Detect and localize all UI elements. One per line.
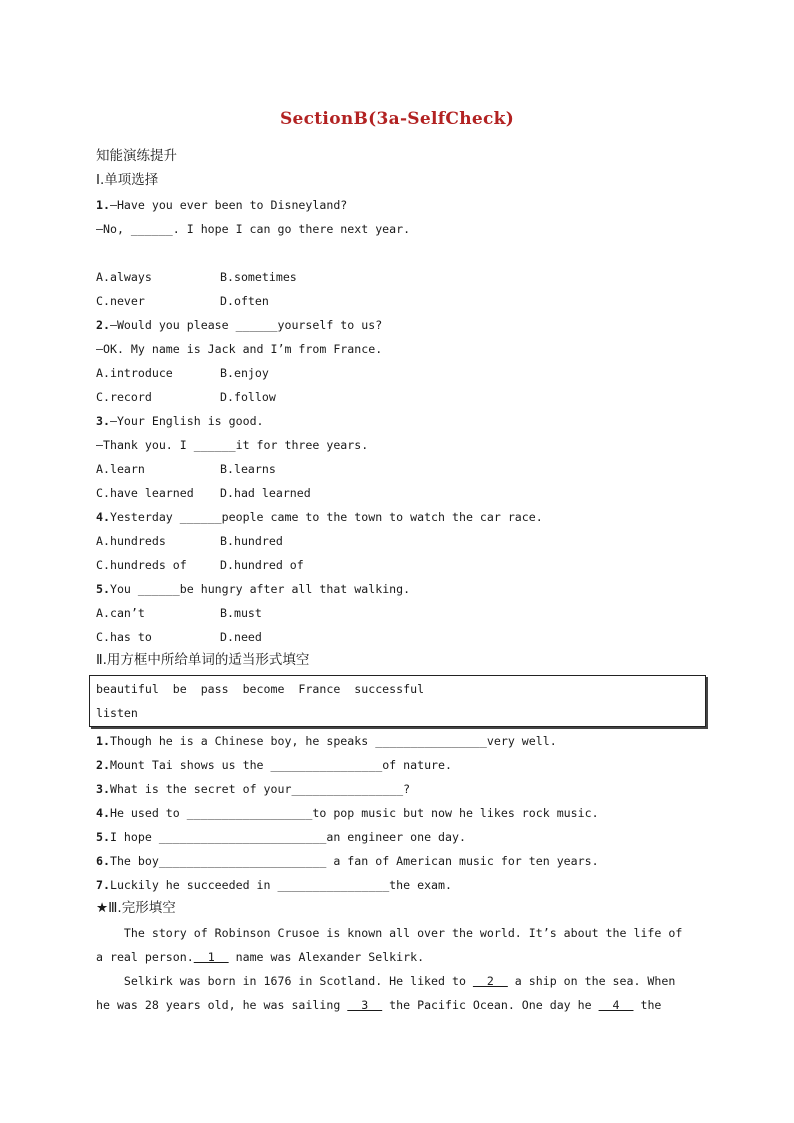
q4-options-row1 — [96, 533, 283, 549]
passage-line3 — [96, 973, 696, 989]
passage-text: a ship on the sea. When — [507, 974, 676, 988]
q2-option-a[interactable]: A.introduce — [96, 366, 173, 380]
passage-text: name was Alexander Selkirk. — [228, 950, 425, 964]
passage-text: the — [633, 998, 662, 1012]
part2-heading: Ⅱ.用方框中所给单词的适当形式填空 — [96, 652, 310, 668]
q2-option-b[interactable]: B.enjoy — [220, 366, 269, 380]
fill-item-text: Luckily he succeeded in ________________the exam. — [109, 878, 452, 892]
part3-heading: ★Ⅲ.完形填空 — [96, 900, 176, 916]
q2-line1: —Would you please ______yourself to us? — [109, 318, 383, 332]
fill-item-number: 3. — [96, 782, 110, 796]
q2-option-d[interactable]: D.follow — [220, 390, 276, 404]
q3-options-row2 — [96, 485, 311, 501]
fill-item-text: I hope ________________________an engineer one day. — [109, 830, 466, 844]
fill-item-text: The boy________________________ a fan of American music for ten years. — [109, 854, 599, 868]
fill-item-number: 5. — [96, 830, 110, 844]
q2-options-row2 — [96, 389, 276, 405]
q3-options-row1 — [96, 461, 276, 477]
q2-option-c[interactable]: C.record — [96, 390, 152, 404]
fill-item-number: 2. — [96, 758, 110, 772]
q2-number: 2. — [96, 318, 110, 332]
q4-stem — [96, 509, 543, 525]
fill-item-5 — [96, 829, 466, 845]
fill-item-1 — [96, 733, 557, 749]
q3-option-d[interactable]: D.had learned — [220, 486, 311, 500]
q1-option-d[interactable]: D.often — [220, 294, 269, 308]
fill-item-7 — [96, 877, 452, 893]
cloze-blank-3[interactable]: 3 — [347, 998, 383, 1012]
q3-option-a[interactable]: A.learn — [96, 462, 145, 476]
section-heading: 知能演练提升 — [96, 148, 177, 164]
fill-item-number: 1. — [96, 734, 110, 748]
q5-option-d[interactable]: D.need — [220, 630, 262, 644]
fill-item-number: 4. — [96, 806, 110, 820]
q3-number: 3. — [96, 414, 110, 428]
q4-option-b[interactable]: B.hundred — [220, 534, 283, 548]
q1-option-a[interactable]: A.always — [96, 270, 152, 284]
q1-option-b[interactable]: B.sometimes — [220, 270, 297, 284]
q3-option-b[interactable]: B.learns — [220, 462, 276, 476]
passage-line4 — [96, 997, 696, 1013]
fill-item-2 — [96, 757, 452, 773]
q5-stem — [96, 581, 410, 597]
fill-item-6 — [96, 853, 599, 869]
passage-text: he was 28 years old, he was sailing — [96, 998, 348, 1012]
q5-option-a[interactable]: A.can’t — [96, 606, 145, 620]
fill-item-text: What is the secret of your________________? — [109, 782, 411, 796]
q4-option-d[interactable]: D.hundred of — [220, 558, 304, 572]
q3-line2: —Thank you. I ______it for three years. — [96, 438, 369, 452]
fill-item-text: He used to __________________to pop music but now he likes rock music. — [109, 806, 599, 820]
q3-stem — [96, 413, 264, 429]
fill-item-text: Though he is a Chinese boy, he speaks ________________very well. — [109, 734, 557, 748]
q5-options-row1 — [96, 605, 262, 621]
q3-line1: —Your English is good. — [109, 414, 264, 428]
q2-stem — [96, 317, 382, 333]
q5-number: 5. — [96, 582, 110, 596]
q4-options-row2 — [96, 557, 304, 573]
q1-options-row1 — [96, 269, 297, 285]
passage-line1: The story of Robinson Crusoe is known all over the world. It’s about the life of — [96, 926, 683, 940]
fill-item-number: 7. — [96, 878, 110, 892]
q1-stem — [96, 197, 347, 213]
q2-line2: —OK. My name is Jack and I’m from France. — [96, 342, 383, 356]
q4-line1: Yesterday ______people came to the town to watch the car race. — [109, 510, 543, 524]
passage-text: a real person. — [96, 950, 194, 964]
q1-line1: —Have you ever been to Disneyland? — [109, 198, 348, 212]
page-title: SectionB(3a-SelfCheck) — [279, 109, 515, 129]
passage-text: Selkirk was born in 1676 in Scotland. He liked to — [96, 974, 473, 988]
passage-text: the Pacific Ocean. One day he — [382, 998, 599, 1012]
q3-option-c[interactable]: C.have learned — [96, 486, 194, 500]
q1-line2: —No, ______. I hope I can go there next year. — [96, 222, 411, 236]
cloze-blank-4[interactable]: 4 — [598, 998, 634, 1012]
q4-number: 4. — [96, 510, 110, 524]
fill-item-text: Mount Tai shows us the ________________of nature. — [109, 758, 452, 772]
q5-line1: You ______be hungry after all that walking. — [109, 582, 411, 596]
q5-option-b[interactable]: B.must — [220, 606, 262, 620]
fill-item-4 — [96, 805, 599, 821]
q1-option-c[interactable]: C.never — [96, 294, 145, 308]
cloze-blank-1[interactable]: 1 — [193, 950, 229, 964]
word-box-line2: listen — [96, 706, 138, 720]
q2-options-row1 — [96, 365, 269, 381]
cloze-blank-2[interactable]: 2 — [472, 974, 508, 988]
q5-option-c[interactable]: C.has to — [96, 630, 152, 644]
fill-item-number: 6. — [96, 854, 110, 868]
part1-heading: Ⅰ.单项选择 — [96, 172, 159, 188]
passage-line2 — [96, 949, 696, 965]
q4-option-a[interactable]: A.hundreds — [96, 534, 166, 548]
word-box-line1: beautiful be pass become France successful — [96, 682, 425, 696]
q4-option-c[interactable]: C.hundreds of — [96, 558, 187, 572]
q1-number: 1. — [96, 198, 110, 212]
fill-item-3 — [96, 781, 410, 797]
q5-options-row2 — [96, 629, 262, 645]
q1-options-row2 — [96, 293, 269, 309]
